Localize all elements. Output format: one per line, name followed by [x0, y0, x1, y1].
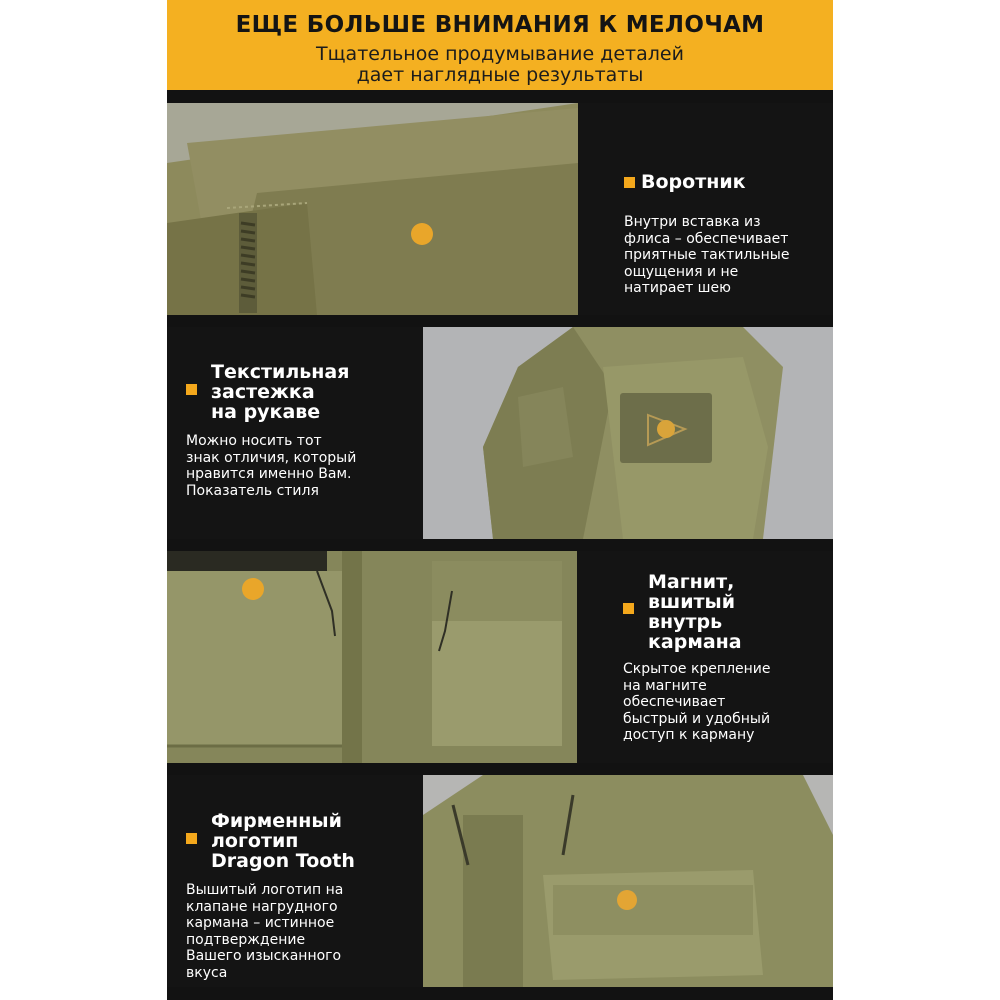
bullet-icon	[186, 384, 197, 395]
pocket-panel	[577, 551, 833, 763]
collar-photo	[167, 103, 578, 315]
feature-description: Внутри вставка из флиса – обеспечивает приятные тактильные ощущения и не натирает шею	[624, 214, 790, 296]
header-banner	[167, 0, 833, 90]
collar-panel	[578, 103, 833, 315]
feature-heading: Магнит, вшитый внутрь кармана	[648, 571, 742, 653]
bullet-icon	[624, 177, 635, 188]
bullet-icon	[623, 603, 634, 614]
feature-pocket-magnet	[167, 551, 833, 763]
feature-logo	[167, 775, 833, 987]
feature-collar	[167, 103, 833, 315]
pocket-photo	[167, 551, 577, 763]
feature-heading: Текстильная застежка на рукаве	[211, 361, 350, 423]
feature-sleeve	[167, 327, 833, 539]
sleeve-panel	[167, 327, 423, 539]
feature-description: Можно носить тот знак отличия, который нравится именно Вам. Показатель стиля	[186, 433, 357, 499]
page-title: ЕЩЕ БОЛЬШЕ ВНИМАНИЯ К МЕЛОЧАМ	[235, 12, 765, 38]
logo-panel	[167, 775, 423, 987]
feature-heading: Фирменный логотип Dragon Tooth	[211, 810, 355, 872]
sleeve-photo	[423, 327, 833, 539]
feature-description: Скрытое крепление на магните обеспечивает быстрый и удобный доступ к карману	[623, 661, 771, 743]
bullet-icon	[186, 833, 197, 844]
feature-heading: Воротник	[641, 171, 746, 193]
feature-description: Вышитый логотип на клапане нагрудного кармана – истинное подтверждение Вашего изысканного вкуса	[186, 882, 344, 981]
page-subtitle: Тщательное продумывание деталей дает наглядные результаты	[316, 43, 684, 86]
logo-photo	[423, 775, 833, 987]
